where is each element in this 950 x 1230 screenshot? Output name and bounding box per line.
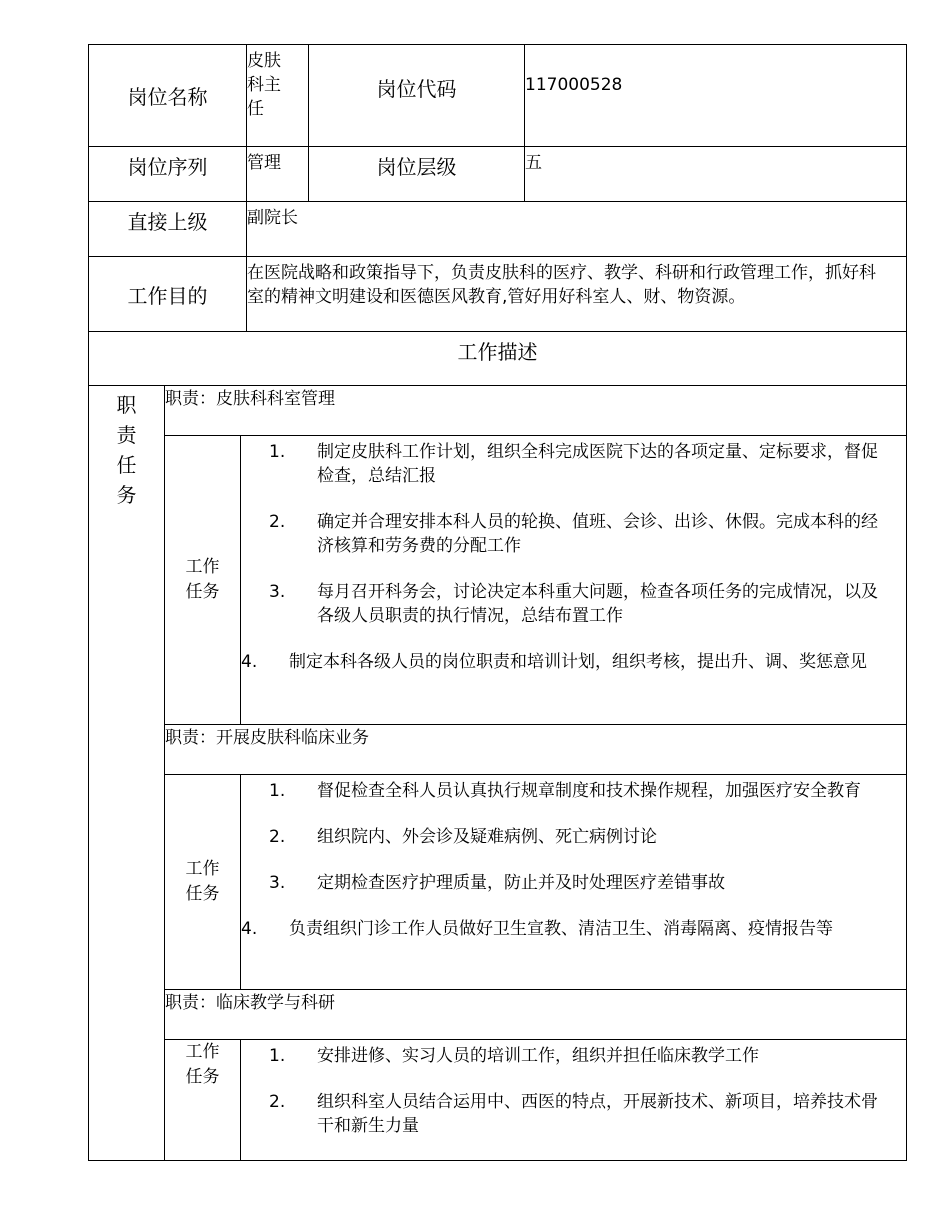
work-task-label: 工作任务 (164, 774, 240, 989)
superior-label: 直接上级 (88, 201, 246, 256)
task-item: 3. 每月召开科务会，讨论决定本科重大问题，检查各项任务的完成情况，以及各级人员职责的执行情况，总结布置工作 (269, 582, 878, 626)
task-list (240, 435, 907, 724)
post-code-label: 岗位代码 (308, 44, 524, 146)
post-name-label: 岗位名称 (88, 44, 246, 146)
work-task-label: 工作任务 (164, 435, 240, 724)
section-title: 工作描述 (88, 331, 907, 385)
task-item: 2. 组织科室人员结合运用中、西医的特点，开展新技术、新项目，培养技术骨干和新生力量 (269, 1092, 878, 1136)
post-sequence-label: 岗位序列 (88, 146, 246, 201)
task-item: 2. 确定并合理安排本科人员的轮换、值班、会诊、出诊、休假。完成本科的经济核算和劳务费的分配工作 (269, 512, 878, 556)
duty-title: 职责：皮肤科科室管理 (164, 385, 907, 435)
duty-title: 职责：临床教学与科研 (164, 989, 907, 1039)
task-item: 1. 制定皮肤科工作计划，组织全科完成医院下达的各项定量、定标要求，督促检查，总结汇报 (269, 442, 878, 486)
duties-label: 职责任务 (88, 385, 164, 1161)
task-item: 4. 制定本科各级人员的岗位职责和培训计划，组织考核，提出升、调、奖惩意见 (241, 652, 867, 672)
purpose-label: 工作目的 (88, 256, 246, 331)
post-sequence-value: 管理 (246, 146, 308, 201)
task-item: 2. 组织院内、外会诊及疑难病例、死亡病例讨论 (269, 827, 657, 847)
post-code-value: 117000528 (524, 44, 907, 146)
task-list (240, 774, 907, 989)
task-list (240, 1039, 907, 1161)
work-task-label: 工作任务 (164, 1039, 240, 1161)
purpose-value: 在医院战略和政策指导下，负责皮肤科的医疗、教学、科研和行政管理工作，抓好科室的精神文明建设和医德医风教育,管好用好科室人、财、物资源。 (246, 256, 907, 331)
superior-value: 副院长 (246, 201, 907, 256)
task-item: 3. 定期检查医疗护理质量，防止并及时处理医疗差错事故 (269, 873, 725, 893)
post-level-value: 五 (524, 146, 907, 201)
post-level-label: 岗位层级 (308, 146, 524, 201)
task-item: 1. 安排进修、实习人员的培训工作，组织并担任临床教学工作 (269, 1046, 759, 1066)
post-name-value: 皮肤科主任 (246, 44, 308, 146)
duty-title: 职责：开展皮肤科临床业务 (164, 724, 907, 774)
task-item: 4. 负责组织门诊工作人员做好卫生宣教、清洁卫生、消毒隔离、疫情报告等 (241, 919, 833, 939)
task-item: 1. 督促检查全科人员认真执行规章制度和技术操作规程，加强医疗安全教育 (269, 781, 861, 801)
